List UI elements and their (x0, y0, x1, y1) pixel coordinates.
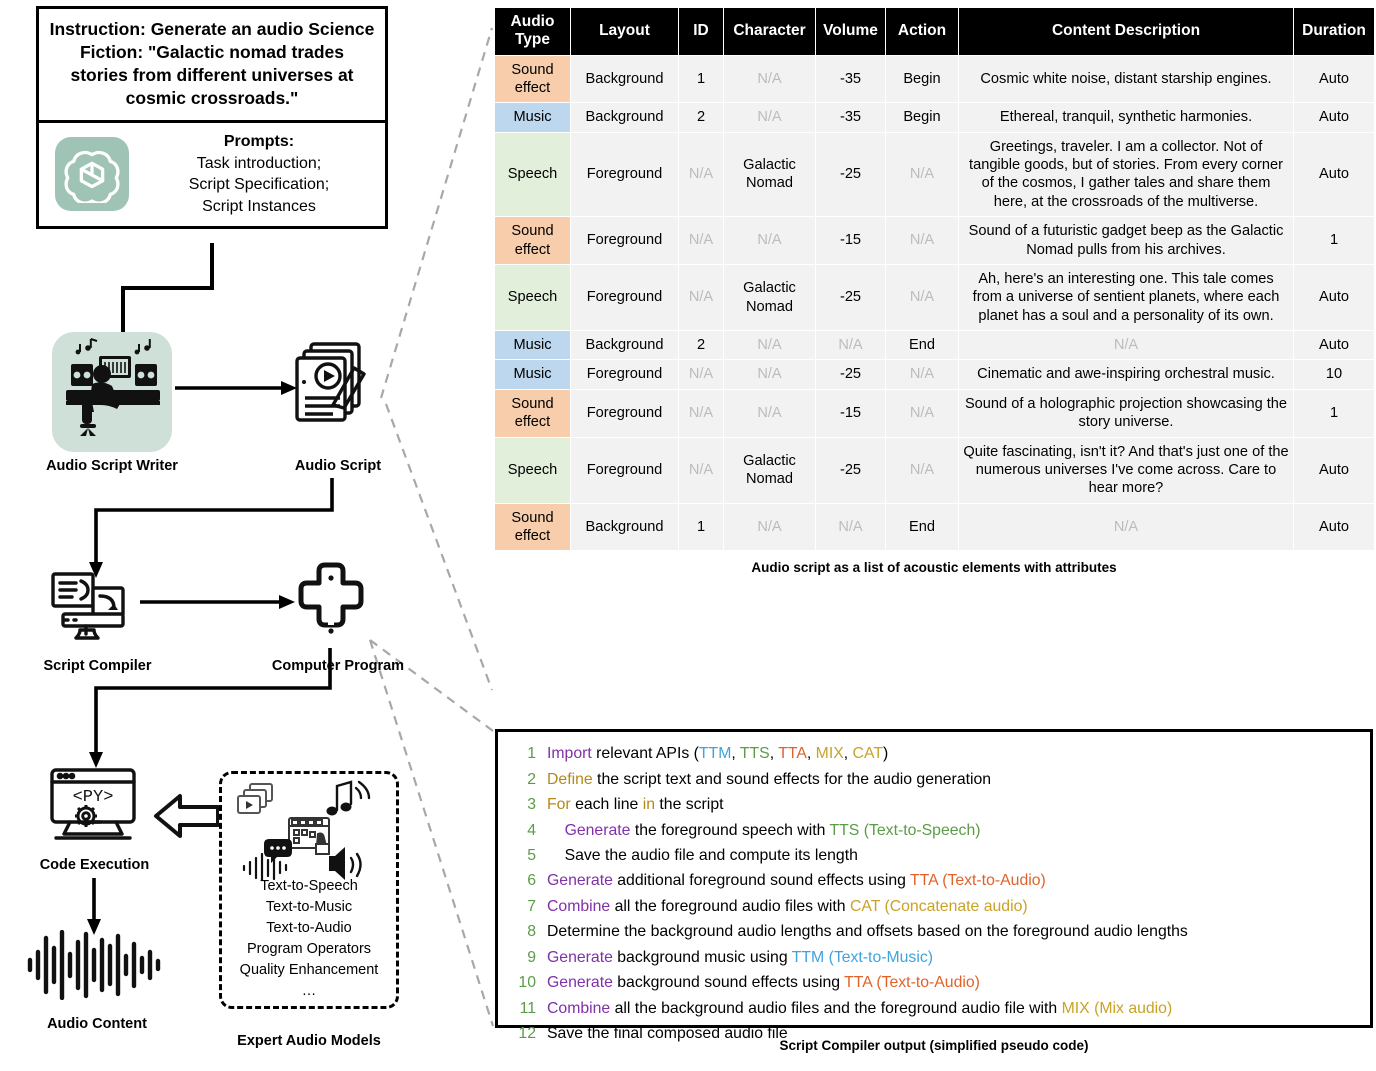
code-caption: Script Compiler output (simplified pseudo code) (779, 1038, 1089, 1053)
prompts-heading: Prompts: (223, 133, 295, 151)
code-token: For (547, 796, 571, 814)
code-token: CAT (Concatenate audio) (849, 897, 1028, 915)
code-token: , (843, 745, 853, 763)
expert-model-3: Program Operators (246, 941, 372, 958)
code-line-number: 11 (519, 999, 536, 1017)
cell-duration: Auto (1294, 55, 1375, 103)
code-token: background music using (612, 948, 792, 966)
table-caption: Audio script as a list of acoustic elements with attributes (751, 560, 1117, 576)
instruction-box (36, 6, 388, 229)
code-token: TTA (Text-to-Audio) (844, 974, 980, 992)
expert-model-0: Text-to-Speech (260, 878, 358, 894)
cell-id: N/A (679, 389, 724, 437)
column-header-duration: Duration (1294, 8, 1375, 56)
code-execution-icon (40, 766, 150, 850)
code-token: Generate (547, 974, 613, 992)
code-line-9 (498, 945, 1370, 970)
cell-type: Music (495, 103, 571, 132)
cell-volume: -15 (816, 389, 886, 437)
cell-character: N/A (724, 360, 816, 389)
table-row (495, 331, 1375, 360)
prompt-line-2: Script Instances (202, 197, 316, 215)
expert-model-4: Quality Enhancement (239, 962, 379, 979)
cell-type: Speech (495, 264, 571, 330)
prompt-line-1: Script Specification; (188, 176, 330, 194)
code-line-text (547, 819, 1370, 842)
arrow-program-to-execution (52, 648, 352, 778)
cell-layout: Foreground (571, 132, 679, 217)
cell-content: Greetings, traveler. I am a collector. Not of tangible goods, but of stories. From every corner of the cosmos, I gather tales and share them here, at the crossroads of the multiverse. (959, 132, 1294, 217)
code-token: MIX (815, 745, 844, 763)
code-line-number: 8 (527, 923, 536, 941)
label-audio-script-writer: Audio Script Writer (46, 458, 178, 474)
cell-volume: -25 (816, 360, 886, 389)
audio-waveform-icon (24, 930, 169, 1000)
cell-type: Sound effect (495, 217, 571, 265)
cell-duration: Auto (1294, 437, 1375, 503)
label-code-execution: Code Execution (39, 857, 150, 873)
cell-content: Ah, here's an interesting one. This tale comes from a universe of sentient planets, where each planet has a soul and a personality of its own. (959, 264, 1294, 330)
column-header-id: ID (679, 8, 724, 56)
cell-type: Sound effect (495, 389, 571, 437)
audio-script-icon (295, 340, 381, 440)
code-line-number: 7 (527, 897, 536, 915)
label-audio-script: Audio Script (294, 458, 382, 474)
code-line-10 (498, 970, 1370, 995)
code-token: Generate (547, 948, 613, 966)
column-header-content-description: Content Description (959, 8, 1294, 56)
cell-volume: -25 (816, 132, 886, 217)
computer-program-icon (290, 562, 372, 648)
code-token: each line (570, 796, 643, 814)
expert-model-1: Text-to-Music (265, 899, 353, 916)
cell-action: N/A (886, 264, 959, 330)
column-header-layout: Layout (571, 8, 679, 56)
table-row (495, 55, 1375, 103)
cell-action: N/A (886, 217, 959, 265)
code-line-7 (498, 894, 1370, 919)
cell-volume: N/A (816, 331, 886, 360)
code-token: all the background audio files and the foreground audio file with (610, 999, 1062, 1017)
cell-character: N/A (724, 217, 816, 265)
cell-type: Sound effect (495, 503, 571, 551)
cell-id: N/A (679, 217, 724, 265)
code-token: TTA (Text-to-Audio) (910, 872, 1046, 890)
code-line-text (547, 946, 1370, 969)
code-line-6 (498, 868, 1370, 893)
code-token: CAT (852, 745, 883, 763)
code-line-text (547, 920, 1370, 943)
cell-character: N/A (724, 331, 816, 360)
code-line-text (547, 742, 1370, 765)
code-token: TTS (739, 745, 770, 763)
column-header-action: Action (886, 8, 959, 56)
cell-type: Music (495, 360, 571, 389)
code-line-text (547, 844, 1370, 867)
prompts-row (39, 123, 385, 226)
cell-duration: Auto (1294, 331, 1375, 360)
code-token: all the foreground audio files with (610, 897, 850, 915)
cell-content: Sound of a holographic projection showcasing the story universe. (959, 389, 1294, 437)
code-line-8 (498, 919, 1370, 944)
cell-duration: 1 (1294, 217, 1375, 265)
code-line-number: 2 (527, 770, 536, 788)
cell-action: N/A (886, 360, 959, 389)
code-token: the script text and sound effects for the audio generation (592, 770, 992, 788)
cell-volume: -25 (816, 437, 886, 503)
table-row (495, 132, 1375, 217)
label-audio-content: Audio Content (47, 1016, 147, 1032)
cell-layout: Foreground (571, 264, 679, 330)
arrow-writer-to-script (175, 378, 300, 398)
column-header-audio-type: Audio Type (495, 8, 571, 56)
cell-id: N/A (679, 437, 724, 503)
audio-script-table-wrap (494, 7, 1374, 575)
table-row (495, 503, 1375, 551)
cell-duration: Auto (1294, 503, 1375, 551)
cell-duration: 10 (1294, 360, 1375, 389)
cell-layout: Background (571, 55, 679, 103)
cell-content: N/A (959, 331, 1294, 360)
code-token: Define (547, 770, 593, 788)
code-line-text (547, 997, 1370, 1020)
code-line-text (547, 869, 1370, 892)
label-computer-program: Computer Program (271, 658, 405, 674)
code-token: Combine (547, 897, 611, 915)
cell-layout: Background (571, 503, 679, 551)
cell-action: N/A (886, 437, 959, 503)
column-header-volume: Volume (816, 8, 886, 56)
cell-volume: -15 (816, 217, 886, 265)
pipeline-diagram (0, 0, 470, 1071)
code-line-text (547, 793, 1370, 816)
cell-id: 1 (679, 503, 724, 551)
cell-layout: Background (571, 331, 679, 360)
code-line-number: 9 (527, 948, 536, 966)
code-token: Combine (547, 999, 611, 1017)
cell-id: N/A (679, 264, 724, 330)
cell-duration: Auto (1294, 103, 1375, 132)
code-token: TTM (Text-to-Music) (791, 948, 934, 966)
cell-character: N/A (724, 503, 816, 551)
audio-script-table (494, 7, 1375, 551)
code-line-number: 12 (518, 1025, 536, 1042)
cell-id: N/A (679, 360, 724, 389)
label-expert-audio-models: Expert Audio Models (237, 1033, 381, 1049)
cell-duration: Auto (1294, 132, 1375, 217)
instruction-text: Instruction: Generate an audio Science Fiction: "Galactic nomad trades stories from different universes at cosmic crossroads." (39, 9, 385, 123)
arrow-compiler-to-program (140, 592, 300, 612)
cell-character: Galactic Nomad (724, 437, 816, 503)
table-body (495, 55, 1375, 551)
cell-content: Ethereal, tranquil, synthetic harmonies. (959, 103, 1294, 132)
code-line-11 (498, 995, 1370, 1020)
code-line-number: 10 (518, 974, 536, 992)
cell-type: Speech (495, 437, 571, 503)
openai-logo-icon (55, 137, 129, 211)
cell-action: Begin (886, 103, 959, 132)
cell-content: Quite fascinating, isn't it? And that's just one of the numerous universes I've come across. Care to hear more? (959, 437, 1294, 503)
cell-id: 2 (679, 331, 724, 360)
cell-layout: Foreground (571, 437, 679, 503)
cell-volume: -25 (816, 264, 886, 330)
code-line-2 (498, 766, 1370, 791)
code-token: Generate (547, 872, 613, 890)
expert-model-2: Text-to-Audio (266, 920, 352, 937)
expert-models-list (219, 876, 399, 1002)
code-line-text (547, 768, 1370, 791)
code-token: the foreground speech with (630, 821, 830, 839)
svg-text:<PY>: <PY> (72, 788, 114, 807)
code-token: Generate (564, 821, 631, 839)
cell-layout: Foreground (571, 360, 679, 389)
code-token: Save the final composed audio file (547, 1025, 788, 1042)
cell-content: Cinematic and awe-inspiring orchestral music. (959, 360, 1294, 389)
cell-type: Sound effect (495, 55, 571, 103)
cell-content: Sound of a futuristic gadget beep as the Galactic Nomad pulls from his archives. (959, 217, 1294, 265)
cell-content: Cosmic white noise, distant starship engines. (959, 55, 1294, 103)
code-token: Import (547, 745, 592, 763)
code-token: TTS (Text-to-Speech) (829, 821, 981, 839)
cell-layout: Background (571, 103, 679, 132)
cell-action: Begin (886, 55, 959, 103)
table-header-row (495, 8, 1375, 56)
code-token: in (642, 796, 656, 814)
pseudo-code-box (495, 729, 1373, 1042)
code-token (547, 822, 565, 839)
code-line-text (547, 971, 1370, 994)
cell-id: 2 (679, 103, 724, 132)
cell-action: N/A (886, 389, 959, 437)
table-row (495, 264, 1375, 330)
code-line-4 (498, 817, 1370, 842)
cell-character: Galactic Nomad (724, 264, 816, 330)
code-line-number: 1 (527, 745, 536, 763)
code-token: background sound effects using (612, 974, 845, 992)
table-row (495, 437, 1375, 503)
cell-action: End (886, 503, 959, 551)
cell-character: N/A (724, 103, 816, 132)
code-token: relevant APIs ( (591, 745, 699, 763)
cell-volume: N/A (816, 503, 886, 551)
code-token: ) (882, 745, 889, 763)
code-token: TTM (698, 745, 732, 763)
prompts-text (143, 131, 375, 217)
cell-duration: Auto (1294, 264, 1375, 330)
audio-script-writer-icon (52, 332, 172, 452)
cell-action: N/A (886, 132, 959, 217)
cell-type: Speech (495, 132, 571, 217)
cell-type: Music (495, 331, 571, 360)
code-token: the script (655, 796, 724, 814)
table-row (495, 360, 1375, 389)
cell-volume: -35 (816, 103, 886, 132)
code-line-number: 3 (527, 796, 536, 814)
code-token: Determine the background audio lengths and offsets based on the foreground audio lengths (547, 923, 1188, 941)
cell-character: N/A (724, 55, 816, 103)
cell-layout: Foreground (571, 389, 679, 437)
cell-content: N/A (959, 503, 1294, 551)
code-token: , (769, 745, 779, 763)
expert-model-5: … (301, 983, 317, 1000)
code-line-text (547, 895, 1370, 918)
cell-volume: -35 (816, 55, 886, 103)
cell-id: 1 (679, 55, 724, 103)
expert-model-icons (232, 780, 387, 880)
table-row (495, 217, 1375, 265)
arrow-models-to-execution (152, 790, 222, 842)
column-header-character: Character (724, 8, 816, 56)
code-token: , (806, 745, 816, 763)
code-line-number: 5 (527, 846, 536, 864)
code-token: , (731, 745, 740, 763)
table-row (495, 103, 1375, 132)
table-row (495, 389, 1375, 437)
code-line-3 (498, 792, 1370, 817)
cell-character: Galactic Nomad (724, 132, 816, 217)
code-line-5 (498, 843, 1370, 868)
code-line-1 (498, 741, 1370, 766)
code-line-number: 4 (527, 821, 536, 839)
prompt-line-0: Task introduction; (196, 154, 322, 172)
code-token: Save the audio file and compute its length (547, 846, 858, 864)
cell-character: N/A (724, 389, 816, 437)
code-line-number: 6 (527, 872, 536, 890)
cell-id: N/A (679, 132, 724, 217)
label-script-compiler: Script Compiler (43, 658, 152, 674)
cell-layout: Foreground (571, 217, 679, 265)
code-token: additional foreground sound effects using (612, 872, 911, 890)
cell-action: End (886, 331, 959, 360)
cell-duration: 1 (1294, 389, 1375, 437)
code-token: TTA (778, 745, 807, 763)
code-token: MIX (Mix audio) (1061, 999, 1173, 1017)
